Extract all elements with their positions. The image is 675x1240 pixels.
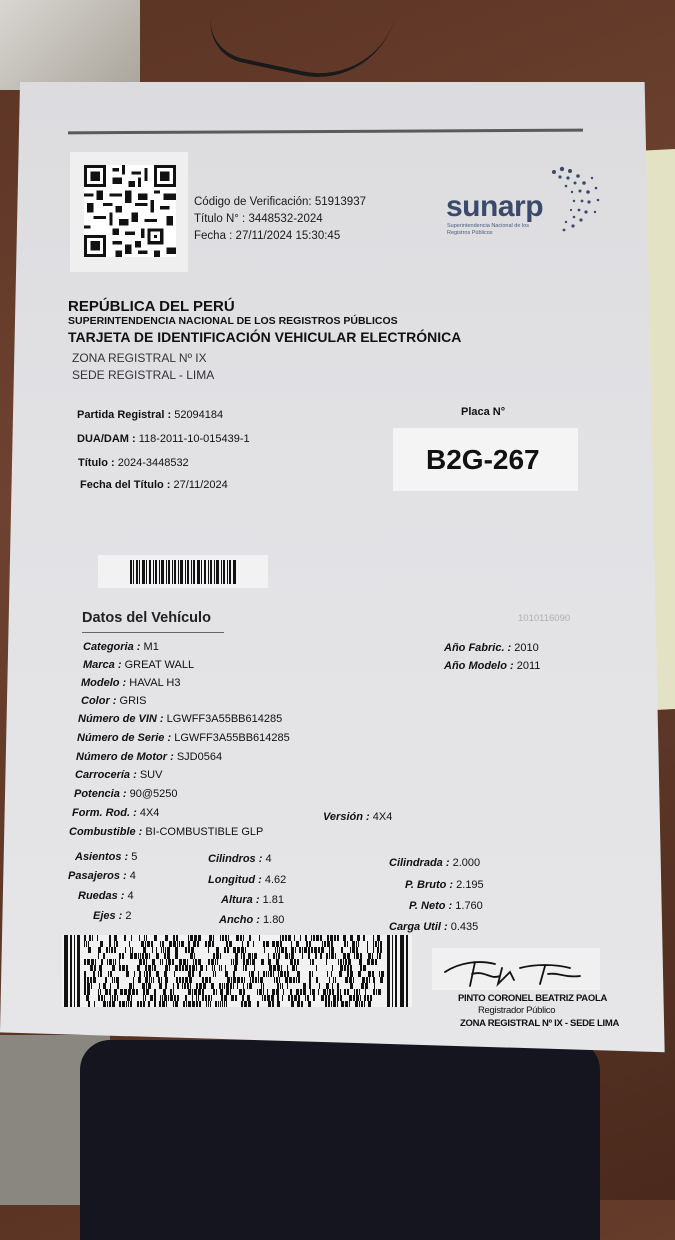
field-value: M1 — [143, 641, 159, 653]
field-label: P. Neto : — [409, 900, 453, 912]
heading-tarjeta: TARJETA DE IDENTIFICACIÓN VEHICULAR ELECTRÓNICA — [68, 329, 462, 345]
field-label: P. Bruto : — [405, 879, 454, 891]
field-longitud — [208, 874, 286, 886]
heading-sede: SEDE REGISTRAL - LIMA — [72, 368, 215, 382]
field-label: Form. Rod. : — [72, 807, 137, 819]
field-vin — [78, 713, 282, 725]
field-label: Combustible : — [69, 826, 143, 838]
issue-datetime: Fecha : 27/11/2024 15:30:45 — [194, 230, 341, 242]
partida-value: 52094184 — [174, 409, 224, 421]
field-label: Ruedas : — [78, 890, 125, 902]
titulo-label: Título : — [78, 457, 115, 469]
field-label: Longitud : — [208, 874, 262, 886]
field-anio-fabric — [444, 642, 539, 654]
titulo-number: Título N° : 3448532-2024 — [194, 213, 323, 225]
field-label: Número de Motor : — [76, 751, 174, 763]
field-anio-modelo — [444, 660, 540, 672]
field-carga — [389, 921, 478, 933]
stamp-zone: ZONA REGISTRAL Nº IX - SEDE LIMA — [460, 1018, 620, 1029]
field-value: 1.760 — [455, 900, 483, 912]
field-value: 1.80 — [263, 914, 285, 926]
field-value: 4X4 — [372, 811, 393, 823]
field-value: 4 — [129, 870, 136, 882]
dua-value: 118-2011-10-015439-1 — [138, 433, 250, 445]
stamp-name: PINTO CORONEL BEATRIZ PAOLA — [458, 993, 608, 1004]
verification-code: Código de Verificación: 51913937 — [194, 196, 366, 208]
field-value: 5 — [131, 851, 138, 863]
field-marca — [83, 659, 194, 671]
field-color — [81, 695, 146, 707]
field-value: 2011 — [516, 660, 541, 672]
field-motor — [76, 751, 222, 763]
field-label: Color : — [81, 695, 117, 707]
field-ejes — [93, 910, 132, 922]
field-value: SJD0564 — [176, 751, 223, 763]
field-value: 2 — [125, 910, 132, 922]
field-label: Potencia : — [74, 788, 127, 800]
field-altura — [221, 894, 284, 906]
field-pasajeros — [68, 870, 136, 882]
fecha-label: Fecha del Título : — [80, 479, 171, 491]
partida-row — [77, 409, 223, 421]
table-corner — [0, 0, 140, 90]
field-ruedas — [78, 890, 134, 902]
field-categoria — [83, 641, 159, 653]
barcode-icon — [130, 560, 236, 584]
field-value: 2010 — [514, 642, 539, 654]
field-label: Altura : — [221, 894, 260, 906]
field-value: LGWFF3A55BB614285 — [174, 732, 290, 744]
field-label: Marca : — [83, 659, 122, 671]
cable — [203, 0, 397, 92]
placa-label: Placa N° — [461, 406, 506, 418]
field-label: Cilindrada : — [389, 857, 450, 869]
field-value: BI-COMBUSTIBLE GLP — [145, 826, 264, 838]
field-label: Categoria : — [83, 641, 141, 653]
titulo-value: 2024-3448532 — [117, 457, 189, 469]
signature-icon — [440, 950, 590, 990]
dua-row — [77, 433, 250, 445]
field-label: Ancho : — [219, 914, 260, 926]
field-label: Año Fabric. : — [444, 642, 512, 654]
field-cilindros — [208, 853, 272, 865]
field-value: 2.195 — [456, 879, 484, 891]
dua-label: DUA/DAM : — [77, 433, 136, 445]
field-value: 2.000 — [452, 857, 481, 869]
sunarp-wordmark: sunarp — [446, 190, 544, 223]
field-value: 90@5250 — [129, 788, 178, 800]
field-value: 1.81 — [262, 894, 284, 906]
heading-zona: ZONA REGISTRAL Nº IX — [72, 351, 207, 365]
fecha-row — [80, 479, 228, 491]
datos-title: Datos del Vehículo — [82, 610, 211, 626]
titulo-row — [78, 457, 189, 469]
heading-republica: REPÚBLICA DEL PERÚ — [68, 298, 235, 315]
field-value: 4 — [265, 853, 272, 865]
field-value: 4X4 — [139, 807, 160, 819]
field-label: Carga Util : — [389, 921, 448, 933]
field-label: Modelo : — [81, 677, 127, 689]
field-version — [323, 811, 392, 823]
field-label: Pasajeros : — [68, 870, 127, 882]
field-label: Ejes : — [93, 910, 123, 922]
field-modelo — [81, 677, 180, 689]
field-label: Número de VIN : — [78, 713, 164, 725]
heading-superintendencia: SUPERINTENDENCIA NACIONAL DE LOS REGISTROS PÚBLICOS — [68, 315, 398, 327]
field-value: 4 — [127, 890, 134, 902]
field-value: HAVAL H3 — [129, 677, 181, 689]
field-potencia — [74, 788, 178, 800]
field-value: GREAT WALL — [124, 659, 195, 671]
field-formrod — [72, 807, 159, 819]
field-asientos — [75, 851, 137, 863]
field-carroceria — [75, 769, 162, 781]
field-ancho — [219, 914, 284, 926]
partida-label: Partida Registral : — [77, 409, 172, 421]
field-label: Número de Serie : — [77, 732, 172, 744]
field-value: 4.62 — [264, 874, 287, 886]
pdf417-barcode-icon — [62, 935, 412, 1007]
field-label: Año Modelo : — [444, 660, 514, 672]
field-label: Carrocería : — [75, 769, 137, 781]
field-combustible — [69, 826, 263, 838]
field-value: GRIS — [119, 695, 147, 707]
field-cilindrada — [389, 857, 480, 869]
field-pbruto — [405, 879, 484, 891]
field-serie — [77, 732, 290, 744]
qr-code — [84, 165, 176, 257]
stamp-role: Registrador Público — [478, 1005, 556, 1016]
fecha-value: 27/11/2024 — [173, 479, 228, 491]
field-pneto — [409, 900, 483, 912]
watermark-number: 1010116090 — [518, 613, 571, 624]
sunarp-subtitle: Superintendencia Nacional de los Registros Públicos — [447, 223, 529, 236]
field-label: Asientos : — [75, 851, 129, 863]
datos-underline — [82, 632, 224, 633]
dark-cloth — [80, 1040, 600, 1240]
field-label: Versión : — [323, 811, 370, 823]
field-value: 0.435 — [450, 921, 479, 933]
field-value: LGWFF3A55BB614285 — [166, 713, 283, 725]
placa-value: B2G-267 — [426, 444, 540, 475]
field-label: Cilindros : — [208, 853, 263, 865]
field-value: SUV — [139, 769, 163, 781]
